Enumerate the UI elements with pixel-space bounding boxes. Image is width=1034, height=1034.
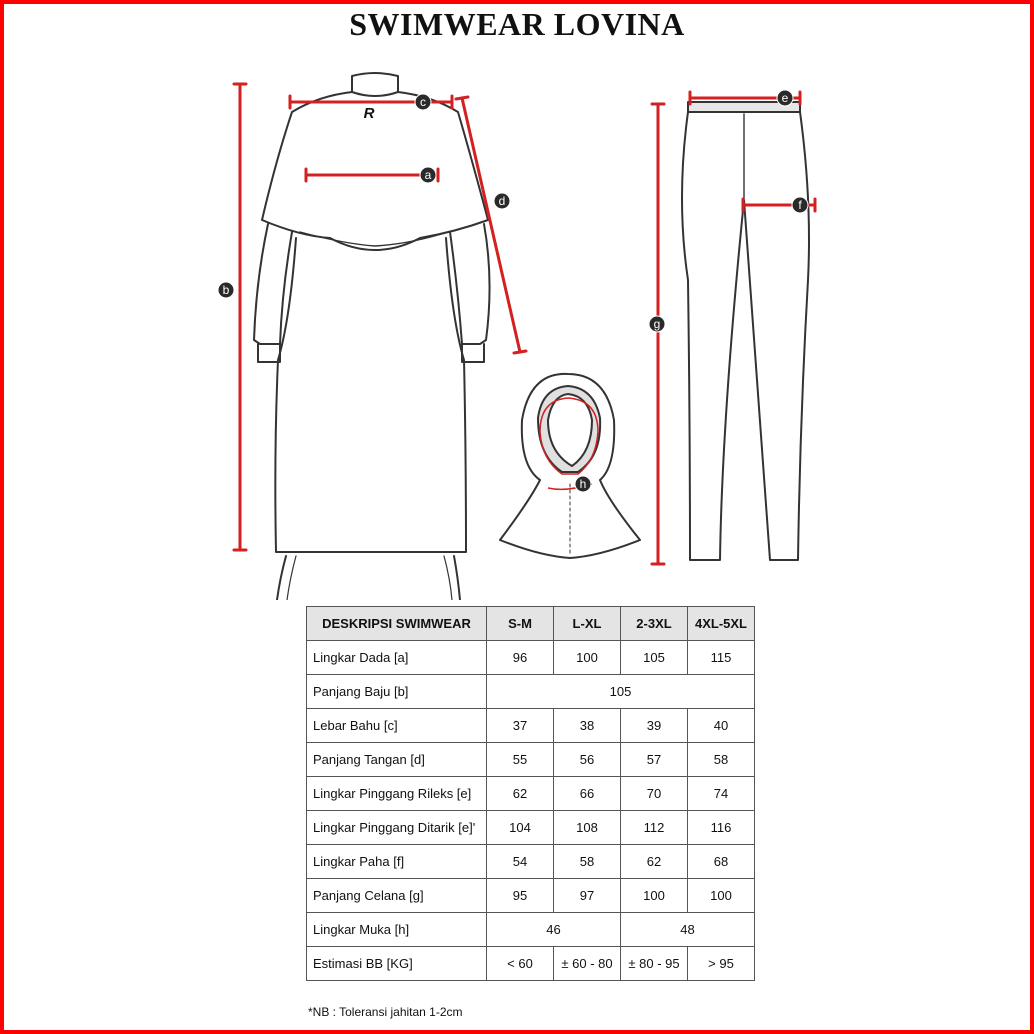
table-cell: 116 [688, 811, 755, 845]
table-cell: 66 [554, 777, 621, 811]
table-cell: < 60 [487, 947, 554, 981]
table-cell: 70 [621, 777, 688, 811]
table-cell: 48 [621, 913, 755, 947]
table-row [307, 811, 755, 845]
row-label: Lingkar Pinggang Ditarik [e]' [307, 811, 487, 845]
table-cell: 115 [688, 641, 755, 675]
table-row [307, 845, 755, 879]
tolerance-note: *NB : Toleransi jahitan 1-2cm [308, 1005, 463, 1019]
row-label: Lingkar Dada [a] [307, 641, 487, 675]
svg-text:g: g [653, 317, 661, 331]
svg-text:f: f [798, 198, 802, 212]
table-cell: 46 [487, 913, 621, 947]
table-row [307, 743, 755, 777]
marker-e [777, 90, 793, 106]
table-row [307, 641, 755, 675]
table-cell: 39 [621, 709, 688, 743]
table-header-row [307, 607, 755, 641]
marker-g [649, 316, 665, 332]
row-label: Lebar Bahu [c] [307, 709, 487, 743]
table-cell: 68 [688, 845, 755, 879]
table-cell: 74 [688, 777, 755, 811]
table-cell: ± 60 - 80 [554, 947, 621, 981]
table-cell: 62 [487, 777, 554, 811]
table-cell: 97 [554, 879, 621, 913]
marker-a [420, 167, 436, 183]
row-label: Lingkar Pinggang Rileks [e] [307, 777, 487, 811]
header-size: 4XL-5XL [688, 607, 755, 641]
measure-lines [234, 84, 815, 564]
svg-text:c: c [420, 95, 426, 109]
table-cell: 38 [554, 709, 621, 743]
table-cell: 108 [554, 811, 621, 845]
table-cell: 56 [554, 743, 621, 777]
row-label: Lingkar Paha [f] [307, 845, 487, 879]
table-cell: 58 [688, 743, 755, 777]
row-label: Lingkar Muka [h] [307, 913, 487, 947]
row-label: Estimasi BB [KG] [307, 947, 487, 981]
svg-text:a: a [424, 168, 432, 182]
tunic-drawing [254, 73, 490, 600]
leggings-drawing [682, 102, 809, 560]
svg-text:h: h [579, 477, 587, 491]
table-cell: 95 [487, 879, 554, 913]
svg-text:e: e [781, 91, 789, 105]
row-label: Panjang Baju [b] [307, 675, 487, 709]
table-cell: 100 [621, 879, 688, 913]
marker-c [415, 94, 431, 110]
table-cell: 40 [688, 709, 755, 743]
table-cell: 57 [621, 743, 688, 777]
svg-text:b: b [222, 283, 230, 297]
table-cell: ± 80 - 95 [621, 947, 688, 981]
header-size: S-M [487, 607, 554, 641]
table-cell: 100 [554, 641, 621, 675]
table-cell: 55 [487, 743, 554, 777]
table-cell: 54 [487, 845, 554, 879]
marker-d [494, 193, 510, 209]
svg-text:d: d [498, 194, 506, 208]
table-row [307, 675, 755, 709]
size-table [306, 606, 755, 981]
table-cell: 105 [621, 641, 688, 675]
table-cell: 96 [487, 641, 554, 675]
table-row [307, 709, 755, 743]
page-title: SWIMWEAR LOVINA [349, 6, 685, 42]
row-label: Panjang Tangan [d] [307, 743, 487, 777]
header-size: L-XL [554, 607, 621, 641]
table-cell: 105 [487, 675, 755, 709]
table-row [307, 879, 755, 913]
table-cell: 58 [554, 845, 621, 879]
row-label: Panjang Celana [g] [307, 879, 487, 913]
table-cell: 100 [688, 879, 755, 913]
table-cell: 37 [487, 709, 554, 743]
marker-h [575, 476, 591, 492]
table-row [307, 777, 755, 811]
hood-drawing [500, 374, 640, 558]
marker-b [218, 282, 234, 298]
table-cell: 62 [621, 845, 688, 879]
brand-logo: R [363, 105, 375, 122]
header-description: DESKRIPSI SWIMWEAR [307, 607, 487, 641]
table-row [307, 913, 755, 947]
table-cell: 104 [487, 811, 554, 845]
header-size: 2-3XL [621, 607, 688, 641]
table-cell: 112 [621, 811, 688, 845]
table-cell: > 95 [688, 947, 755, 981]
marker-f [792, 197, 808, 213]
table-row [307, 947, 755, 981]
